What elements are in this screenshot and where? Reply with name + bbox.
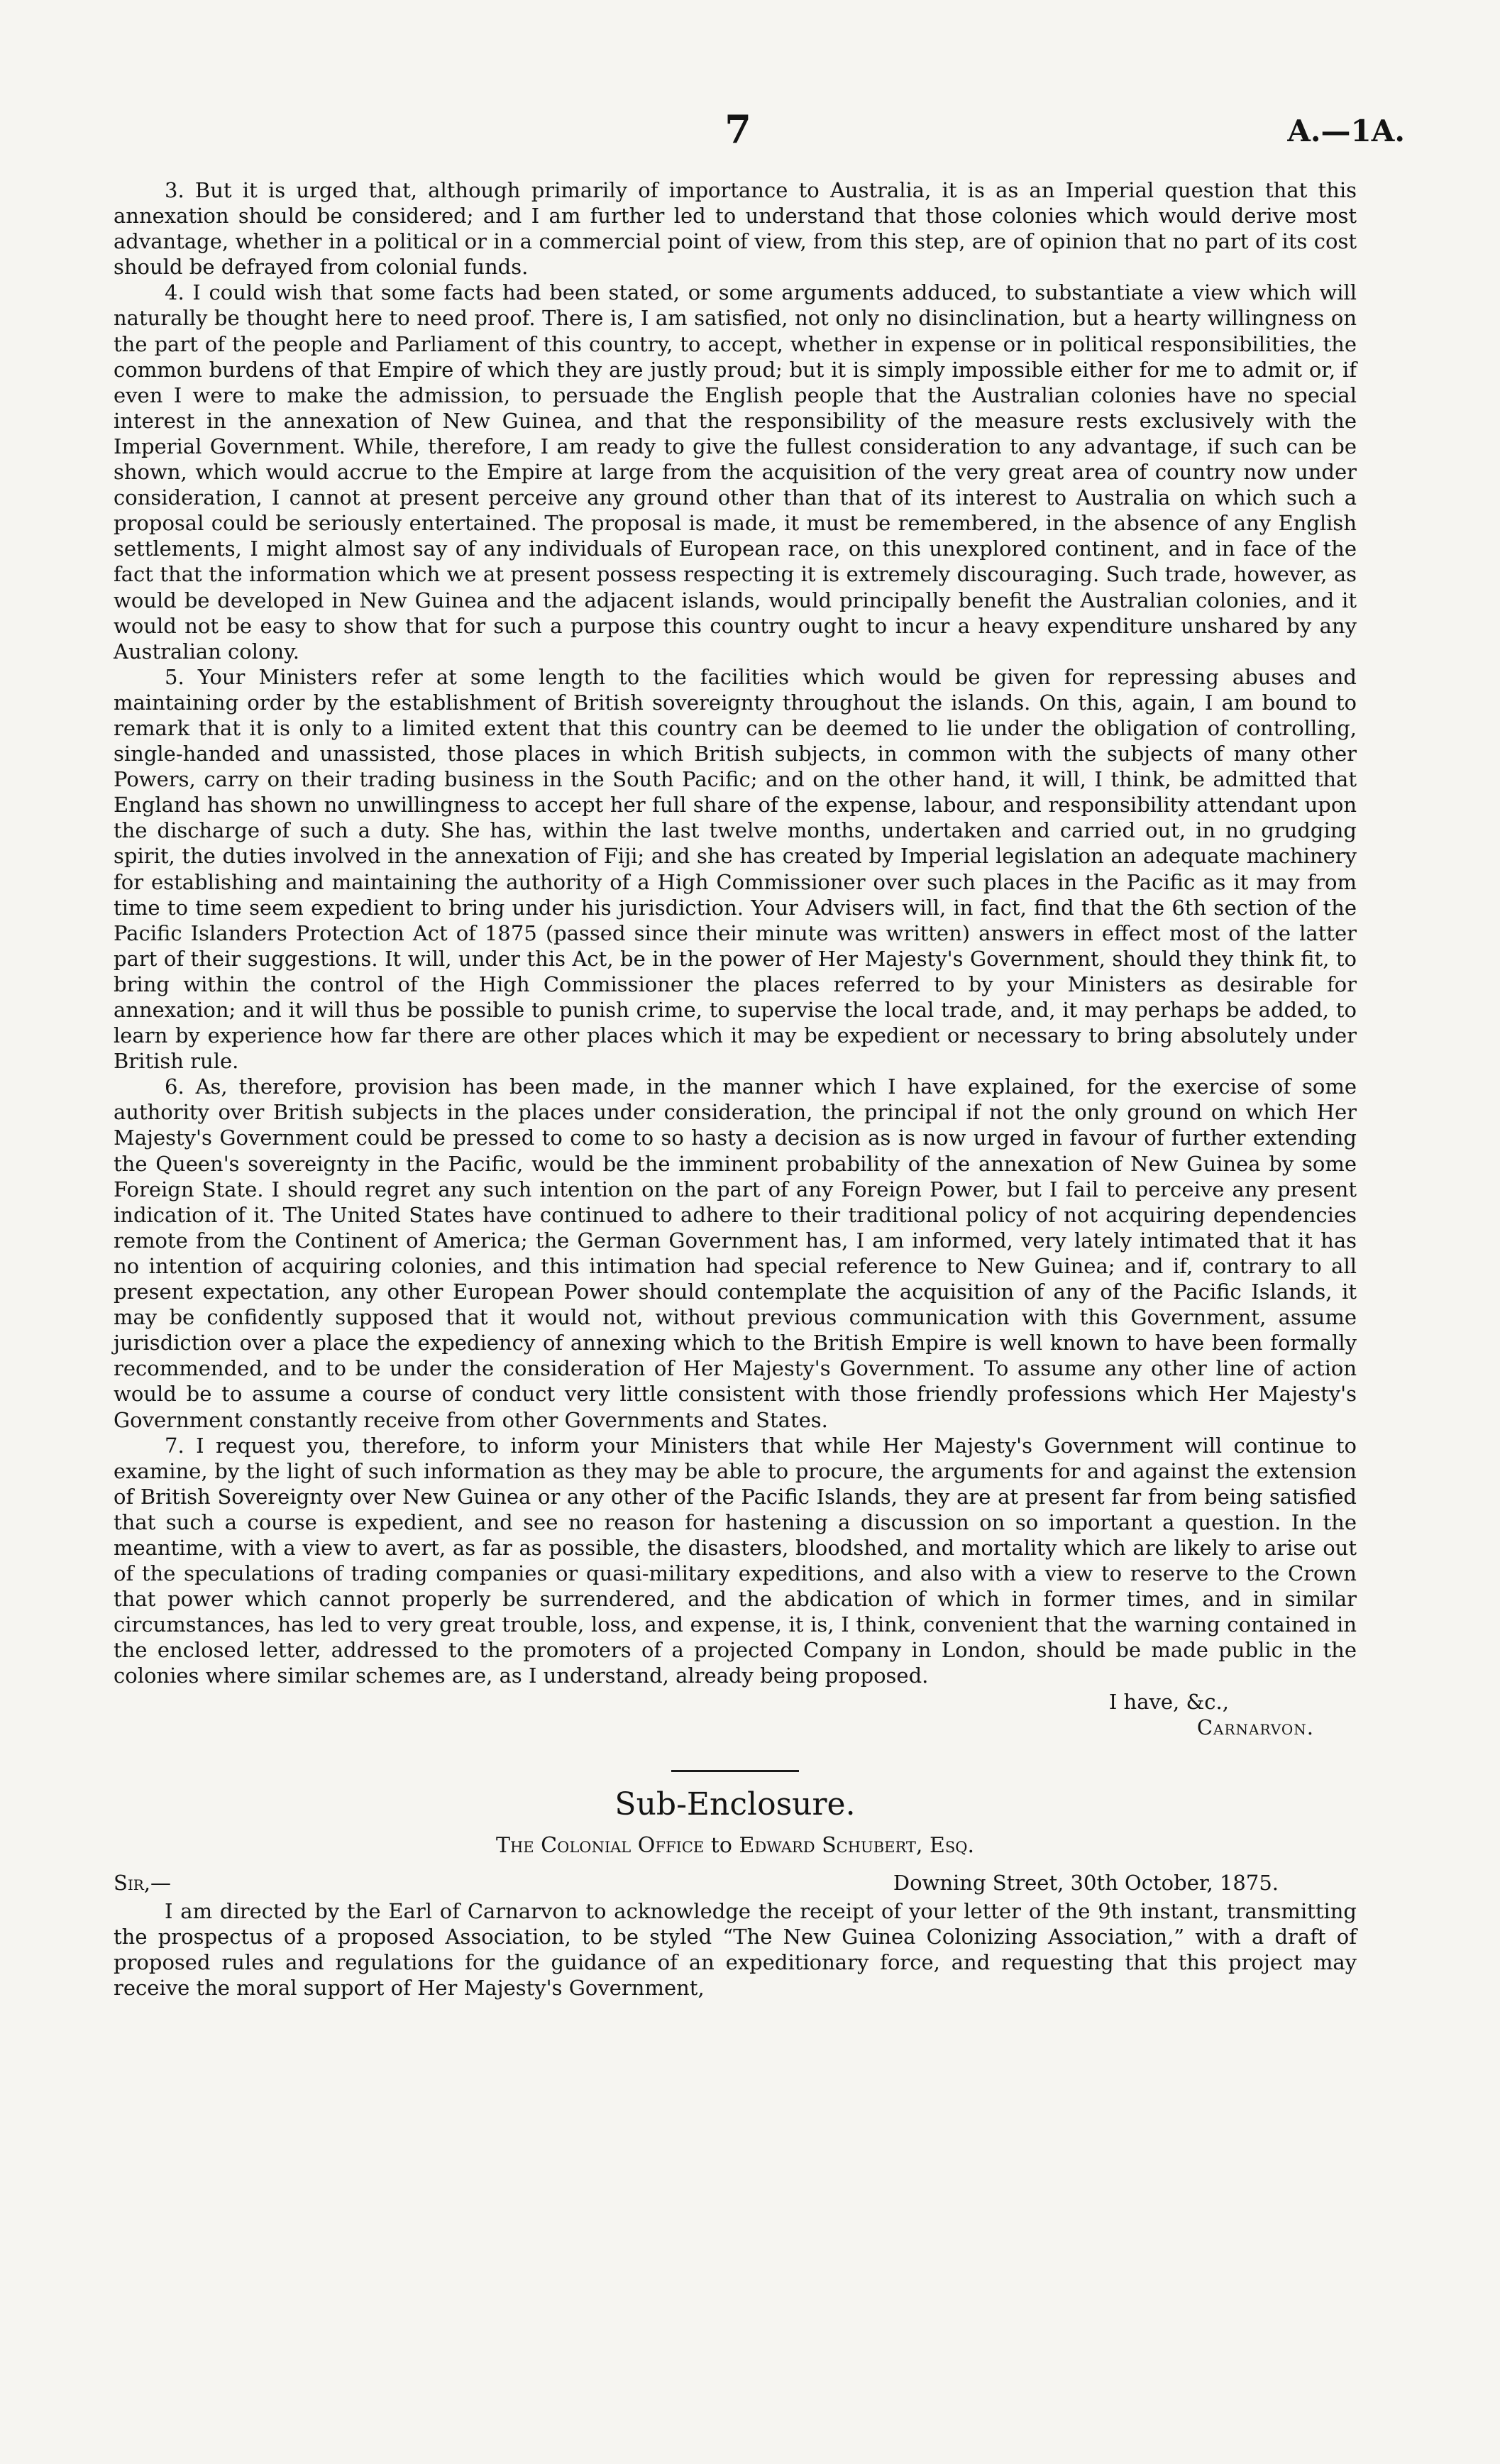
enclosure-to-word: to <box>710 1832 732 1858</box>
closing-block <box>114 1689 1357 1740</box>
enclosure-paragraph: I am directed by the Earl of Carnarvon to acknowledge the receipt of your letter of the 9th instant, transmitting the prospectus of a proposed Association, to be styled “The New Guinea Colonizing Association,” with a draft of proposed rules and regulations for the guidance of an expeditionary force, and requesting that this project may receive the moral support of Her Majesty's Government, <box>114 1898 1357 2000</box>
page-number: 7 <box>724 106 751 152</box>
salutation-row <box>114 1870 1357 1898</box>
section-divider <box>671 1770 799 1772</box>
paragraph-5: 5. Your Ministers refer at some length to the facilities which would be given for repressing abuses and maintaining order by the establishment of British sovereignty throughout the islands. On this, again, I am bound to remark that it is only to a limited extent that this country can be deemed to lie under the obligation of controlling, single-handed and unassisted, those places in which British subjects, in common with the subjects of many other Powers, carry on their trading business in the South Pacific; and on the other hand, it will, I think, be admitted that England has shown no unwillingness to accept her full share of the expense, labour, and responsibility attendant upon the discharge of such a duty. She has, within the last twelve months, undertaken and carried out, in no grudging spirit, the duties involved in the annexation of Fiji; and she has created by Imperial legislation an adequate machinery for establishing and maintaining the authority of a High Commissioner over such places in the Pacific as it may from time to time seem expedient to bring under his jurisdiction. Your Advisers will, in fact, find that the 6th section of the Pacific Islanders Protection Act of 1875 (passed since their minute was written) answers in effect most of the latter part of their suggestions. It will, under this Act, be in the power of Her Majesty's Government, should they think fit, to bring within the control of the High Commissioner the places referred to by your Ministers as desirable for annexation; and it will thus be possible to punish crime, to supervise the local trade, and, it may perhaps be added, to learn by experience how far there are other places which it may be expedient or necessary to bring absolutely under British rule. <box>114 664 1357 1074</box>
letter-body <box>114 177 1357 2001</box>
signature: Carnarvon. <box>1196 1715 1314 1739</box>
paragraph-3: 3. But it is urged that, although primarily of importance to Australia, it is as an Imperial question that this annexation should be considered; and I am further led to understand that those colonies which would derive most advantage, whether in a political or in a commercial point of view, from this step, are of opinion that no part of its cost should be defrayed from colonial funds. <box>114 178 1357 280</box>
enclosure-sender: The Colonial Office <box>495 1832 705 1858</box>
valediction: I have, &c., <box>1108 1689 1229 1714</box>
paragraph-6: 6. As, therefore, provision has been made, in the manner which I have explained, for the exercise of some authority over British subjects in the places under consideration, the principal if not the only ground on which Her Majesty's Government could be pressed to come to so hasty a decision as is now urged in favour of further extending the Queen's sovereignty in the Pacific, would be the imminent probability of the annexation of New Guinea by some Foreign State. I should regret any such intention on the part of any Foreign Power, but I fail to perceive any present indication of it. The United States have continued to adhere to their traditional policy of not acquiring dependencies remote from the Continent of America; the German Government has, I am informed, very lately intimated that it has no intention of acquiring colonies, and this intimation had special reference to New Guinea; and if, contrary to all present expectation, any other European Power should contemplate the acquisition of any of the Pacific Islands, it may be confidently supposed that it would not, without previous communication with this Government, assume jurisdiction over a place the expediency of annexing which to the British Empire is well known to have been formally recommended, and to be under the consideration of Her Majesty's Government. To assume any other line of action would be to assume a course of conduct very little consistent with those friendly professions which Her Majesty's Government constantly receive from other Governments and States. <box>114 1074 1357 1432</box>
enclosure-subtitle <box>114 1830 1357 1861</box>
paragraph-7: 7. I request you, therefore, to inform your Ministers that while Her Majesty's Government will continue to examine, by the light of such information as they may be able to procure, the arguments for and against the extension of British Sovereignty over New Guinea or any other of the Pacific Islands, they are at present far from being satisfied that such a course is expedient, and see no reason for hastening a discussion on so important a question. In the meantime, with a view to avert, as far as possible, the disasters, bloodshed, and mortality which are likely to arise out of the speculations of trading companies or quasi-military expeditions, and also with a view to reserve to the Crown that power which cannot properly be surrendered, and the abdication of which in former times, and in similar circumstances, has led to very great trouble, loss, and expense, it is, I think, convenient that the warning contained in the enclosed letter, addressed to the promoters of a projected Company in London, should be made public in the colonies where similar schemes are, as I understand, already being proposed. <box>114 1433 1357 1688</box>
document-reference: A.—1A. <box>1287 114 1405 148</box>
enclosure-title: Sub-Enclosure. <box>614 1786 856 1822</box>
enclosure-recipient: Edward Schubert, Esq. <box>739 1832 975 1858</box>
salutation: Sir,— <box>114 1870 172 1895</box>
paragraph-4: 4. I could wish that some facts had been stated, or some arguments adduced, to substantiate a view which will naturally be thought here to need proof. There is, I am satisfied, not only no disinclination, but a hearty willingness on the part of the people and Parliament of this country, to accept, whether in expense or in political responsibilities, the common burdens of that Empire of which they are justly proud; but it is simply impossible either for me to admit or, if even I were to make the admission, to persuade the English people that the Australian colonies have no special interest in the annexation of New Guinea, and that the responsibility of the measure rests exclusively with the Imperial Government. While, therefore, I am ready to give the fullest consideration to any advantage, if such can be shown, which would accrue to the Empire at large from the acquisition of the very great area of country now under consideration, I cannot at present perceive any ground other than that of its interest to Australia on which such a proposal could be seriously entertained. The proposal is made, it must be remembered, in the absence of any English settlements, I might almost say of any individuals of European race, on this unexplored continent, and in face of the fact that the information which we at present possess respecting it is extremely discouraging. Such trade, however, as would be developed in New Guinea and the adjacent islands, would principally benefit the Australian colonies, and it would not be easy to show that for such a purpose this country ought to incur a heavy expenditure unshared by any Australian colony. <box>114 280 1357 664</box>
dateline: Downing Street, 30th October, 1875. <box>893 1870 1279 1895</box>
